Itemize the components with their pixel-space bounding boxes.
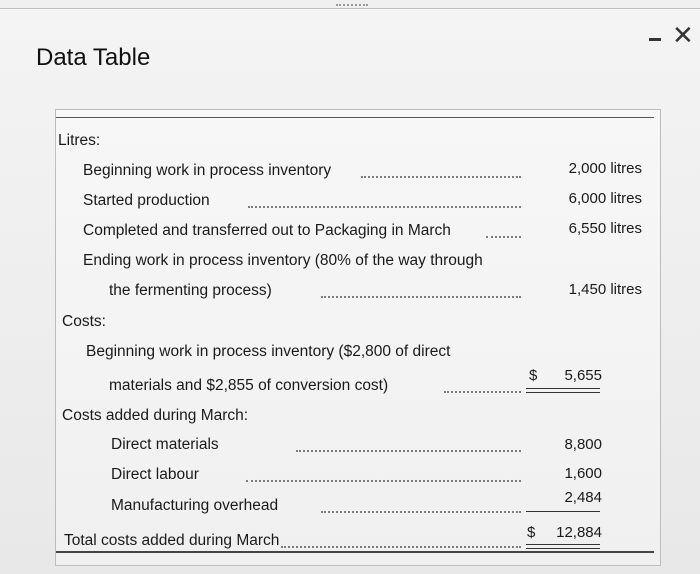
direct-labour-value: 1,600 [564, 465, 602, 482]
leader-dots [486, 236, 521, 238]
minimize-button[interactable] [648, 30, 662, 44]
ending-wip-label-line2: the fermenting process) [109, 282, 272, 299]
beginning-costs-value: 5,655 [564, 367, 602, 384]
direct-materials-label: Direct materials [111, 436, 219, 453]
ending-wip-value: 1,450 litres [568, 281, 642, 298]
leader-dots [321, 511, 521, 513]
completed-transferred-label: Completed and transferred out to Packaging in March [83, 222, 451, 239]
beginning-costs-label-line1: Beginning work in process inventory ($2,800 of direct [86, 343, 451, 360]
total-costs-value: 12,884 [556, 524, 602, 541]
leader-dots [444, 391, 521, 393]
direct-labour-label: Direct labour [111, 466, 199, 483]
direct-materials-value: 8,800 [564, 436, 602, 453]
double-underline [526, 388, 600, 393]
leader-dots [361, 176, 521, 178]
completed-transferred-value: 6,550 litres [568, 220, 642, 237]
started-production-value: 6,000 litres [568, 190, 642, 207]
table-top-rule [56, 117, 654, 118]
beginning-wip-value: 2,000 litres [568, 160, 642, 177]
data-table-panel [55, 109, 661, 566]
leader-dots [321, 296, 521, 298]
beginning-wip-label: Beginning work in process inventory [83, 162, 332, 179]
leader-dots [281, 546, 521, 548]
leader-dots [246, 480, 521, 482]
ending-wip-label-line1: Ending work in process inventory (80% of the way through [83, 252, 483, 269]
double-underline [526, 544, 600, 549]
single-underline [526, 511, 600, 512]
costs-added-heading: Costs added during March: [62, 407, 249, 424]
window-title: Data Table [36, 44, 151, 71]
litres-heading: Litres: [58, 132, 101, 149]
manufacturing-overhead-value: 2,484 [564, 489, 602, 506]
table-bottom-rule [56, 551, 654, 553]
currency-symbol: $ [527, 524, 536, 541]
leader-dots [296, 450, 521, 452]
manufacturing-overhead-label: Manufacturing overhead [111, 497, 279, 514]
beginning-costs-label-line2: materials and $2,855 of conversion cost) [109, 377, 389, 394]
leader-dots [248, 206, 521, 208]
resize-grip[interactable] [336, 0, 368, 6]
costs-heading: Costs: [62, 313, 106, 330]
total-costs-label: Total costs added during March [64, 532, 280, 549]
started-production-label: Started production [83, 192, 210, 209]
currency-symbol: $ [529, 367, 538, 384]
close-button[interactable]: ✕ [672, 20, 694, 50]
